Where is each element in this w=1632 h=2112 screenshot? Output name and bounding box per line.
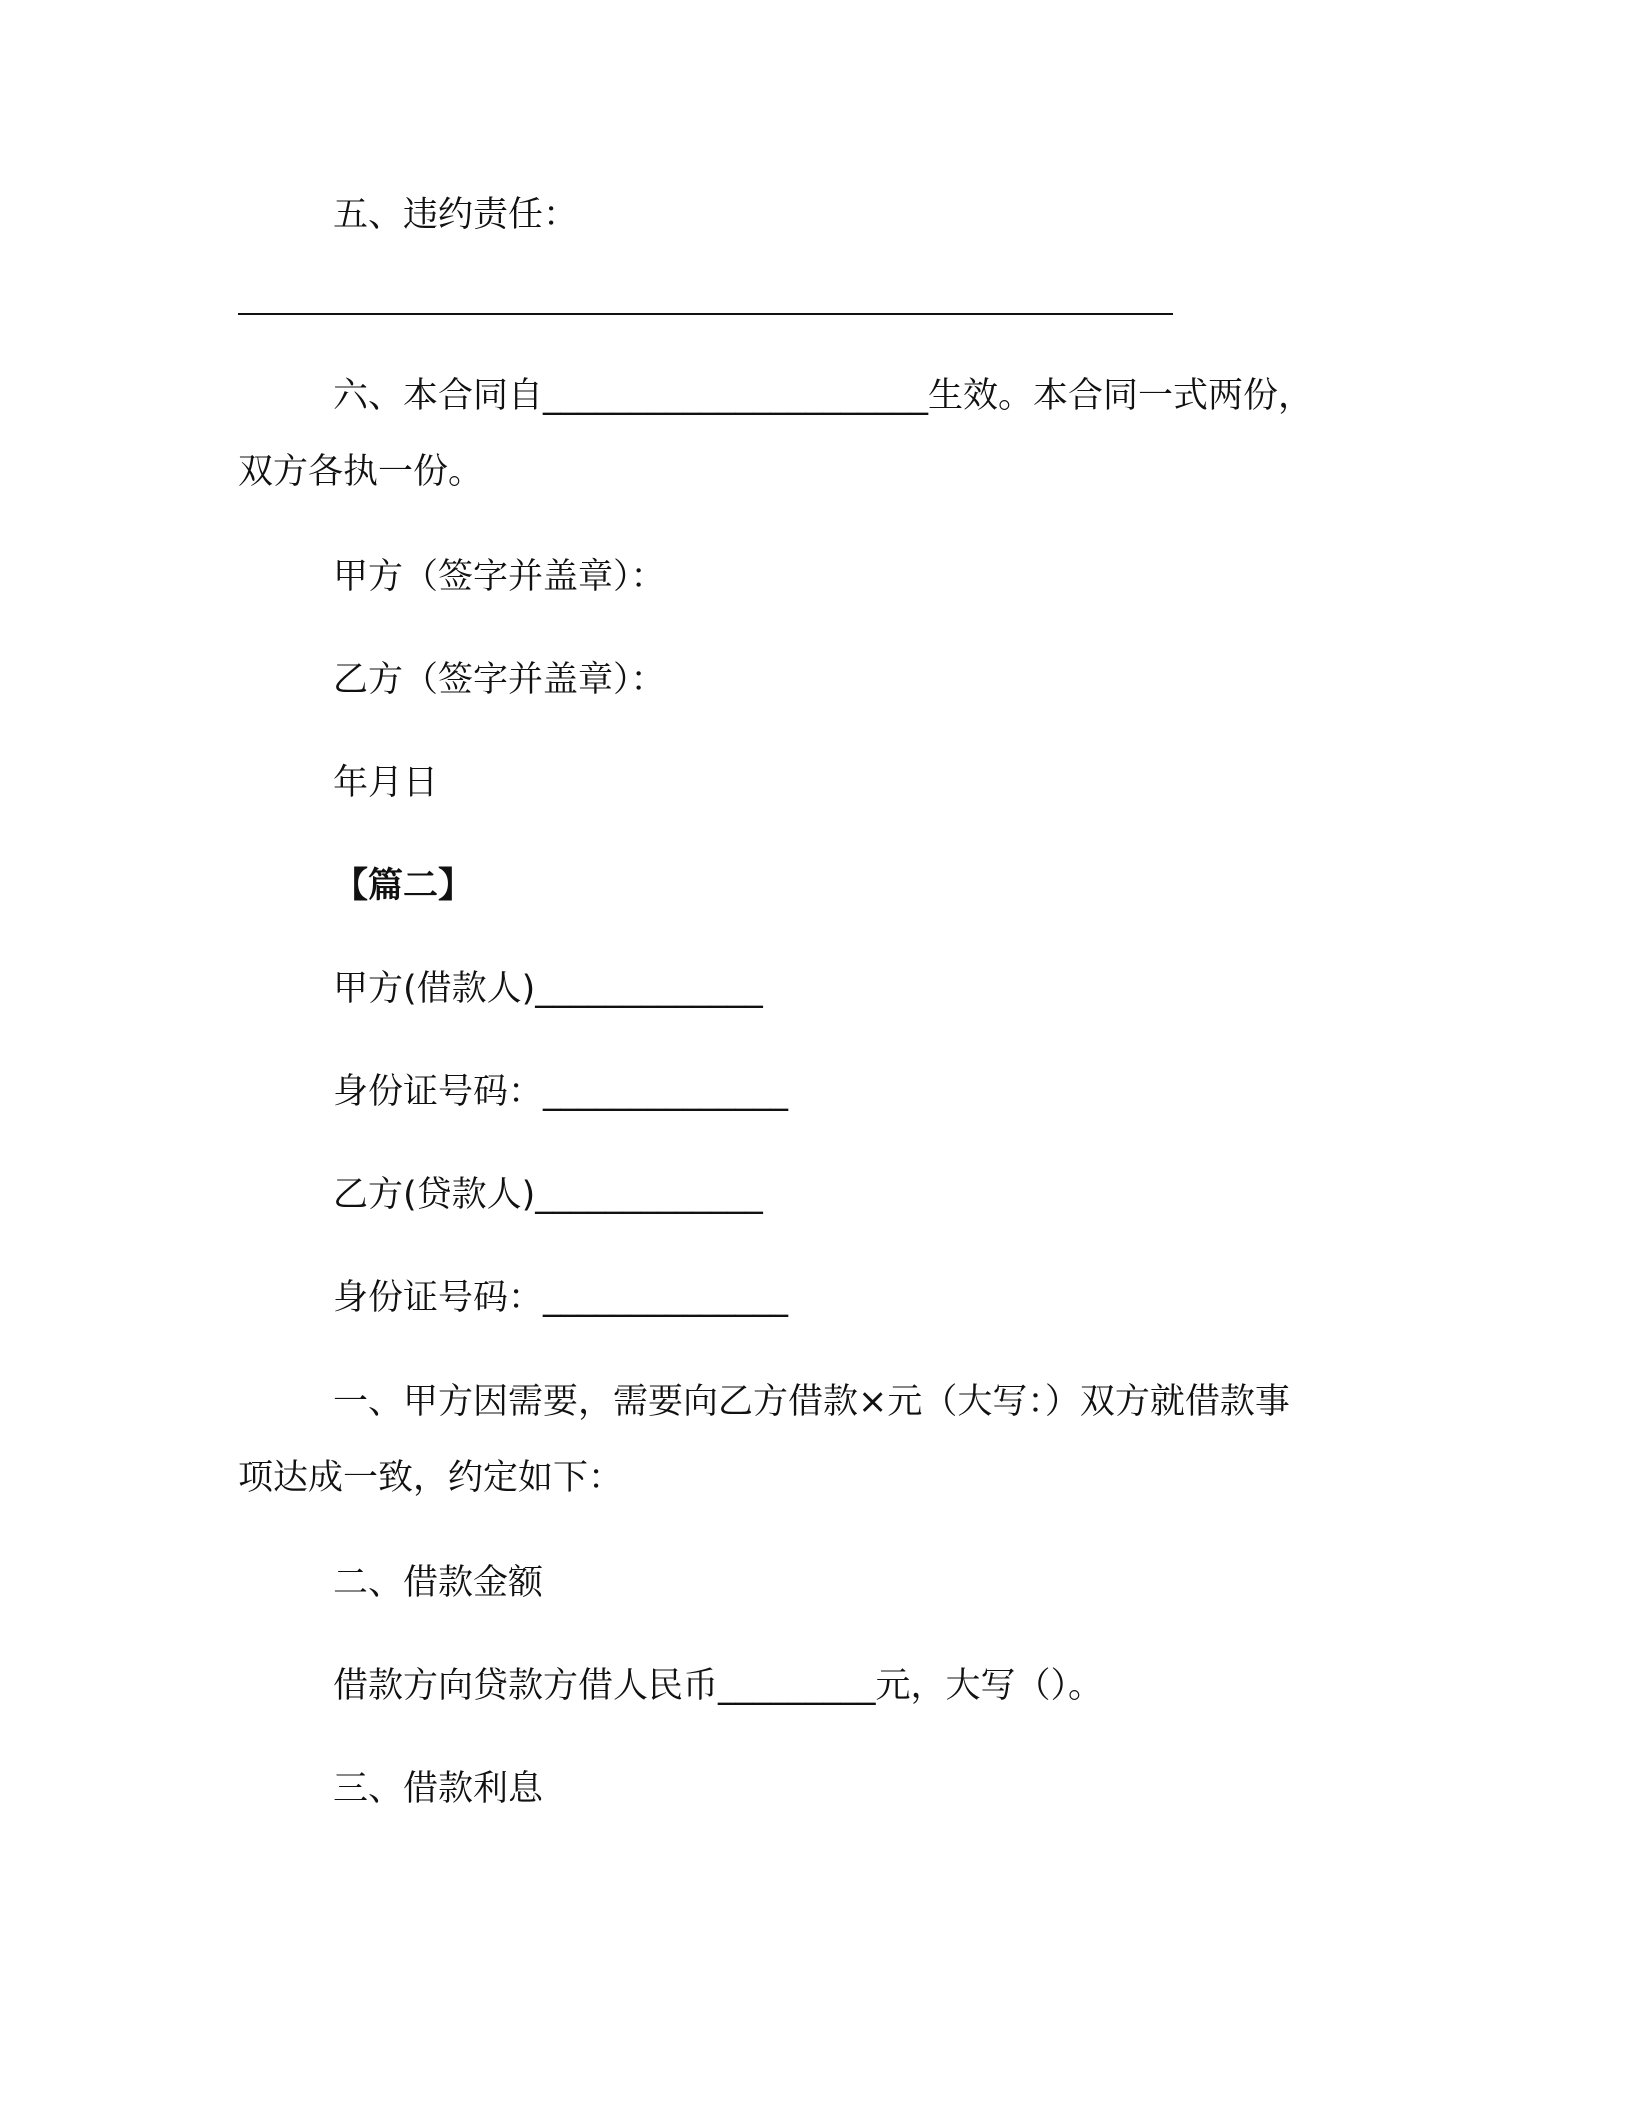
lender-line: 乙方(贷款人)_____________: [333, 1175, 763, 1215]
party-b-signature-line: 乙方（签字并盖章）：: [333, 660, 666, 700]
clause-2-text: 借款方向贷款方借人民币_________元，大写（）。: [333, 1666, 1104, 1706]
clause-2-heading: 二、借款金额: [333, 1563, 544, 1603]
section-5-heading: 五、违约责任：: [333, 195, 579, 235]
part-two-title: 【篇二】: [333, 866, 474, 906]
clause-1-line-1: 一、甲方因需要，需要向乙方借款×元（大写：）双方就借款事: [333, 1382, 1290, 1422]
section-6-line-2: 双方各执一份。: [238, 452, 484, 492]
section-6-line-1: 六、本合同自______________________生效。本合同一式两份，: [333, 376, 1314, 416]
party-a-signature-line: 甲方（签字并盖章）：: [333, 557, 666, 597]
clause-3-heading: 三、借款利息: [333, 1769, 544, 1809]
date-line: 年月日: [333, 763, 439, 803]
borrower-line: 甲方(借款人)_____________: [333, 969, 763, 1009]
borrower-id-line: 身份证号码：______________: [333, 1072, 789, 1112]
lender-id-line: 身份证号码：______________: [333, 1278, 789, 1318]
clause-1-line-2: 项达成一致，约定如下：: [238, 1458, 624, 1498]
blank-fill-line: [238, 313, 1173, 315]
